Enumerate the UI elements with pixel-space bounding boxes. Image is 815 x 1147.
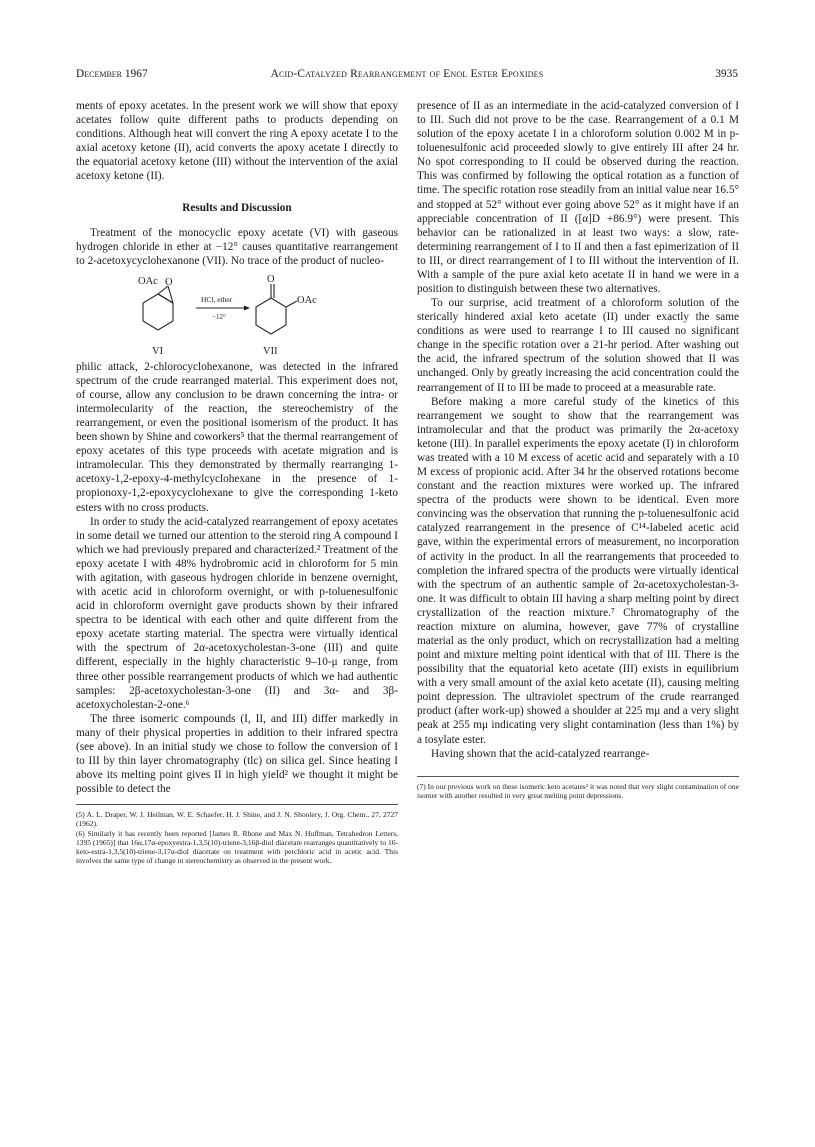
left-paragraph-5: The three isomeric compounds (I, II, and III) differ markedly in many of their physical properties in addition to their infrared spectra (see above). In an initial study we chose to follow the conversion of I to III by thin layer chromatography (tlc) on silica gel. Since heating I above its melting point gives II in high yield² we thought it might be possible to detect the: [76, 712, 398, 796]
reactant-o-label: O: [165, 276, 173, 288]
page-header: [76, 68, 738, 82]
left-paragraph-1: ments of epoxy acetates. In the present work we will show that epoxy acetates follow quite different paths to products depending on conditions. Although heat will convert the ring A epoxy acetate I to the axial acetoxy ketone (II), acid converts the apoxy acetate I directly to the equatorial acetoxy ketone (III) without the intervention of the axial acetoxy ketone (II).: [76, 100, 398, 183]
right-paragraph-3: Before making a more careful study of the kinetics of this rearrangement we sought to show that the rearrangement was intramolecular and that the product was primarily the 2α-acetoxy ketone (III). In parallel experiments the epoxy acetate (I) in chloroform was treated with a 10 M excess of acetic acid and separately with a 10 M excess of propionic acid. After 34 hr the observed rotations become constant and the reaction mixtures were worked up. The infrared spectra of the products were shown to be identical. Even more convincing was the observation that running the p-toluenesulfonic acid catalyzed rearrangement in the presence of C¹⁴-labeled acetic acid gave, within the experimental errors of measurement, no incorporation of activity in the product. In all the rearrangements that proceeded to completion the infrared spectra of the products were virtually identical with the spectrum of an authentic sample of 2α-acetoxycholestan-3-one. It was difficult to obtain III having a sharp melting point by direct crystallization of the reaction mixture.⁷ Chromatography of the reaction mixture on alumina, however, gave 77% of crystalline material as the only product, which on recrystallization had a melting point and mixture melting point identical with that of III. There is the possibility that the equatorial keto acetate (III) exists in equilibrium with a very small amount of the axial keto acetate (II), causing melting point depression. The ultraviolet spectrum of the crude rearranged product (after work-up) showed a shoulder at 225 mμ and a very slight peak at 255 mμ indicating very slight contamination (less than 1%) by a tosylate ester.: [417, 395, 739, 746]
footnote-6: (6) Similarly it has recently been reported [James R. Rhone and Max N. Huffman, Tetrahedron Letters, 1395 (1965)] that 16α,17α-epoxyestra-1,3,5(10)-triene-3,16β-diol diacetate rearranges quantitatively to 16-keto-estra-1,3,5(10)-triene-3,17α-diol diacetate on treatment with perchloric acid in acetic acid. This involves the same type of change in stereochemistry as observed in the present work.: [76, 828, 398, 866]
header-title: Acid-Catalyzed Rearrangement of Enol Ester Epoxides: [270, 68, 544, 80]
footnotes-left: [76, 804, 398, 865]
right-paragraph-4: Having shown that the acid-catalyzed rearrange-: [431, 747, 650, 760]
footnote-5: (5) A. L. Draper, W. J. Heilman, W. E. Schaefer, H. J. Shine, and J. N. Shoolery, J. Org. Chem., 27, 2727 (1962).: [76, 810, 398, 829]
reactant-oac-label: OAc: [138, 275, 158, 287]
reactant-ring: [143, 294, 173, 330]
footnotes-right: [417, 776, 739, 800]
reagent-label: HCl, ether: [201, 294, 233, 304]
product-oac-label: OAc: [297, 294, 317, 306]
product-structure: [256, 284, 297, 334]
compound-label-vi: VI: [152, 345, 164, 357]
left-paragraph-3: philic attack, 2-chlorocyclohexanone, was detected in the infrared spectrum of the crude rearranged material. This experiment does not, of course, allow any conclusion to be drawn concerning the intra- or intermolecularity of the reaction, the stereochemistry of the rearrangement, or even the positional isomerism of the product. It has been shown by Shine and coworkers⁵ that the thermal rearrangement of epoxy acetates of this type proceeds with acetate migration and is intramolecular. This they demonstrated by thermally rearranging 1-acetoxy-1,2-epoxy-4-methylcyclohexane in the presence of 1-propionoxy-1,2-epoxycyclohexane to give the corresponding 1-keto esters with no cross products.: [76, 360, 398, 514]
reaction-scheme: [76, 272, 398, 358]
product-ring: [256, 298, 286, 334]
reaction-arrowhead: [244, 305, 250, 310]
header-page-number: 3935: [715, 68, 738, 80]
right-paragraph-2: To our surprise, acid treatment of a chloroform solution of the sterically hindered axial keto acetate (II) under exactly the same conditions as were used to rearrange I to III caused no significant change in the specific rotation over a 21-hr period. After washing out the acid, the infrared spectrum of the solution showed that II was unchanged. Only by greatly increasing the acid concentration could the rearrangement of II to III be made to proceed at a measurable rate.: [417, 297, 739, 394]
left-column: [76, 99, 398, 865]
reactant-structure: [143, 286, 173, 330]
footnote-7: (7) In our previous work on these isomeric keto acetates² it was noted that very slight contamination of one isomer with another resulted in very great melting point depressions.: [417, 781, 739, 800]
right-column: [417, 99, 739, 800]
left-paragraph-2: Treatment of the monocyclic epoxy acetate (VI) with gaseous hydrogen chloride in ether at −12° causes quantitative rearrangement to 2-acetoxycyclohexanone (VII). No trace of the product of nucleo-: [76, 226, 398, 267]
compound-label-vii: VII: [263, 345, 278, 357]
reaction-scheme-drawing: [76, 272, 398, 358]
section-heading: Results and Discussion: [182, 202, 292, 215]
temperature-label: −12°: [212, 312, 226, 321]
header-date: December 1967: [76, 68, 148, 80]
right-paragraph-1: presence of II as an intermediate in the acid-catalyzed conversion of I to III. Such did not prove to be the case. Rearrangement of a 0.1 M solution of the epoxy acetate I in a chloroform solution 0.002 M in p-toluenesulfonic acid proceeded slowly to give entirely III after 24 hr. No spot corresponding to II could be observed during the reaction. This was confirmed by following the optical rotation as a function of time. The specific rotation rose steadily from an initial value near 16.5° and stopped at 52° without ever going above 52° as it might have if an appreciable concentration of II ([α]D +86.9°) were present. This behavior can be rationalized in at least two ways: a slow, rate-determining rearrangement of I to II and then a fast epimerization of II to III, or direct rearrangement of I to III without the intervention of II. With a sample of the pure axial keto acetate II in hand we were in a position to distinguish between these two alternatives.: [417, 100, 739, 296]
product-o-label: O: [267, 273, 275, 285]
acetoxy-bond: [286, 301, 297, 307]
left-paragraph-4: In order to study the acid-catalyzed rearrangement of epoxy acetates in some detail we turned our attention to the steroid ring A compound I which we had previously prepared and characterized.² Treatment of the epoxy acetate I with 48% hydrobromic acid in chloroform for 5 min with agitation, with gaseous hydrogen chloride in benzene overnight, with acetic acid in chloroform overnight, or with p-toluenesulfonic acid in chloroform overnight gave products shown by their infrared spectra to be identical with each other and quite different from the epoxy acetate starting material. The spectra were virtually identical with the spectrum of 2α-acetoxycholestan-3-one (III) and quite different, especially in the highly characteristic 9–10-μ range, from three other possible rearrangement products of which we had authentic samples: 2β-acetoxycholestan-3-one (II) and 3α- and 3β-acetoxycholestan-2-one.⁶: [76, 515, 398, 711]
